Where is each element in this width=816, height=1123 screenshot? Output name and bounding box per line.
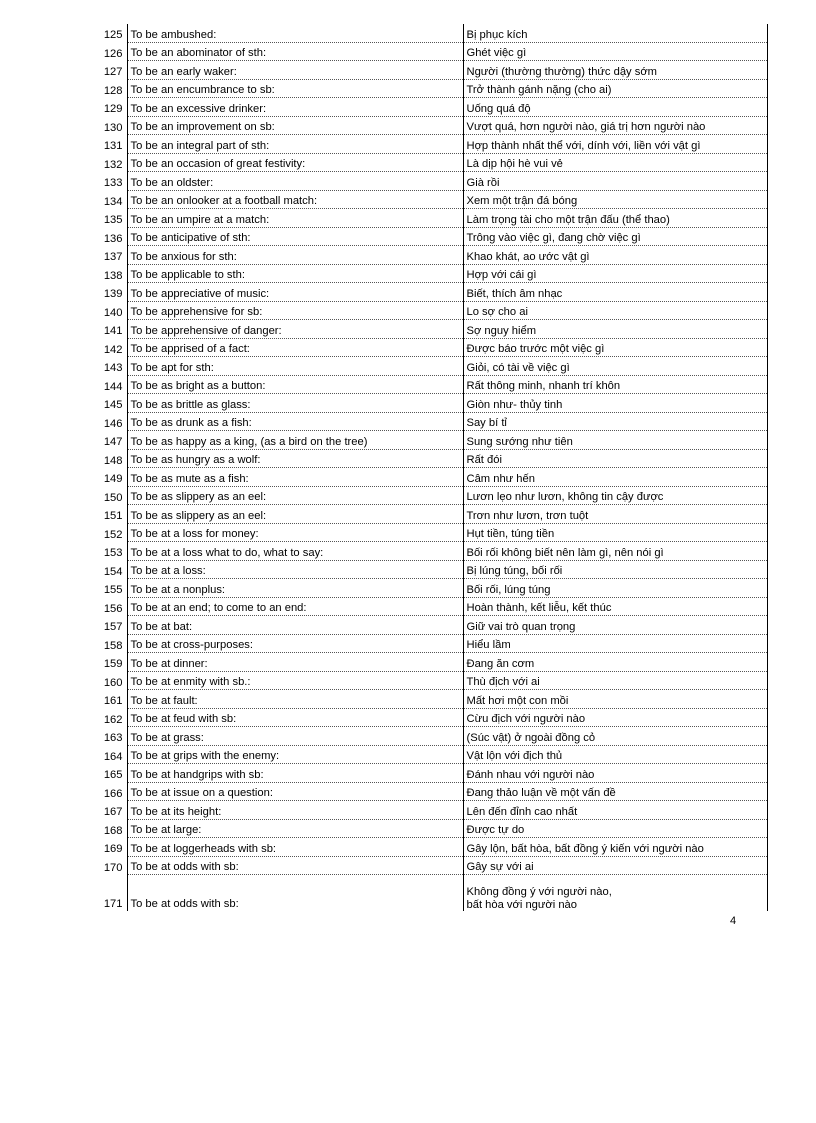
row-number: 125	[90, 24, 127, 42]
table-row	[90, 856, 767, 875]
vietnamese-translation: Hiểu lầm	[463, 634, 767, 653]
english-phrase: To be anticipative of sth:	[127, 227, 463, 246]
row-number: 137	[90, 246, 127, 265]
vietnamese-translation: Lo sợ cho ai	[463, 301, 767, 320]
table-row	[90, 24, 767, 42]
vietnamese-translation: Ghét việc gì	[463, 42, 767, 61]
vocabulary-table-body	[90, 24, 767, 911]
row-number: 126	[90, 42, 127, 61]
english-phrase: To be at enmity with sb.:	[127, 671, 463, 690]
english-phrase: To be an occasion of great festivity:	[127, 153, 463, 172]
table-row	[90, 801, 767, 820]
table-row	[90, 579, 767, 598]
vietnamese-translation: Lên đến đỉnh cao nhất	[463, 801, 767, 820]
table-row	[90, 690, 767, 709]
row-number: 160	[90, 671, 127, 690]
english-phrase: To be as hungry as a wolf:	[127, 449, 463, 468]
table-row	[90, 819, 767, 838]
row-number: 141	[90, 320, 127, 339]
vietnamese-translation: Sung sướng như tiên	[463, 431, 767, 450]
english-phrase: To be an early waker:	[127, 61, 463, 80]
table-row	[90, 505, 767, 524]
table-row	[90, 338, 767, 357]
table-row	[90, 616, 767, 635]
english-phrase: To be appreciative of music:	[127, 283, 463, 302]
english-phrase: To be as slippery as an eel:	[127, 505, 463, 524]
english-phrase: To be an umpire at a match:	[127, 209, 463, 228]
row-number: 133	[90, 172, 127, 191]
vietnamese-translation: Câm như hến	[463, 468, 767, 487]
vietnamese-translation: Người (thường thường) thức dậy sớm	[463, 61, 767, 80]
vietnamese-translation: Vượt quá, hơn người nào, giá trị hơn người nào	[463, 116, 767, 135]
english-phrase: To be at an end; to come to an end:	[127, 597, 463, 616]
table-row	[90, 486, 767, 505]
english-phrase: To be an abominator of sth:	[127, 42, 463, 61]
english-phrase: To be at large:	[127, 819, 463, 838]
table-row	[90, 782, 767, 801]
english-phrase: To be at handgrips with sb:	[127, 764, 463, 783]
english-phrase: To be apt for sth:	[127, 357, 463, 376]
row-number: 146	[90, 412, 127, 431]
vietnamese-translation: Được báo trước một việc gì	[463, 338, 767, 357]
row-number: 169	[90, 838, 127, 857]
english-phrase: To be at bat:	[127, 616, 463, 635]
table-row	[90, 727, 767, 746]
row-number: 132	[90, 153, 127, 172]
table-row	[90, 246, 767, 265]
vietnamese-translation: Khao khát, ao ước vật gì	[463, 246, 767, 265]
english-phrase: To be apprehensive for sb:	[127, 301, 463, 320]
table-row	[90, 301, 767, 320]
vietnamese-translation: Lươn lẹo như lươn, không tin cậy được	[463, 486, 767, 505]
english-phrase: To be as mute as a fish:	[127, 468, 463, 487]
row-number: 135	[90, 209, 127, 228]
row-number: 161	[90, 690, 127, 709]
row-number: 142	[90, 338, 127, 357]
row-number: 155	[90, 579, 127, 598]
table-row	[90, 209, 767, 228]
vietnamese-translation: Trở thành gánh nặng (cho ai)	[463, 79, 767, 98]
vietnamese-translation: Trông vào việc gì, đang chờ việc gì	[463, 227, 767, 246]
english-phrase: To be at a loss what to do, what to say:	[127, 542, 463, 561]
vietnamese-translation: Giòn như- thủy tinh	[463, 394, 767, 413]
row-number: 166	[90, 782, 127, 801]
english-phrase: To be as drunk as a fish:	[127, 412, 463, 431]
row-number: 164	[90, 745, 127, 764]
table-row-171	[90, 875, 767, 912]
row-number: 154	[90, 560, 127, 579]
table-row	[90, 98, 767, 117]
vietnamese-translation: Rất thông minh, nhanh trí khôn	[463, 375, 767, 394]
row-number: 168	[90, 819, 127, 838]
english-phrase: To be as happy as a king, (as a bird on the tree)	[127, 431, 463, 450]
table-row	[90, 375, 767, 394]
table-row	[90, 745, 767, 764]
vietnamese-translation: Vật lộn với địch thủ	[463, 745, 767, 764]
vocabulary-table	[90, 24, 768, 911]
row-number: 157	[90, 616, 127, 635]
row-number: 130	[90, 116, 127, 135]
vietnamese-translation: Gây lộn, bất hòa, bất đồng ý kiến với người nào	[463, 838, 767, 857]
row-number: 153	[90, 542, 127, 561]
english-phrase: To be at grass:	[127, 727, 463, 746]
vietnamese-translation: Hụt tiền, túng tiền	[463, 523, 767, 542]
table-row	[90, 394, 767, 413]
table-row	[90, 412, 767, 431]
vietnamese-translation: Đang ăn cơm	[463, 653, 767, 672]
table-row	[90, 42, 767, 61]
table-row	[90, 153, 767, 172]
table-row	[90, 597, 767, 616]
vietnamese-translation: (Súc vật) ở ngoài đồng cỏ	[463, 727, 767, 746]
row-number: 127	[90, 61, 127, 80]
english-phrase: To be anxious for sth:	[127, 246, 463, 265]
table-row	[90, 61, 767, 80]
row-number: 159	[90, 653, 127, 672]
table-row	[90, 190, 767, 209]
vietnamese-translation: Rất đói	[463, 449, 767, 468]
table-row	[90, 79, 767, 98]
english-phrase: To be at loggerheads with sb:	[127, 838, 463, 857]
row-number: 136	[90, 227, 127, 246]
row-number: 145	[90, 394, 127, 413]
table-row	[90, 357, 767, 376]
row-number: 129	[90, 98, 127, 117]
row-number: 147	[90, 431, 127, 450]
vietnamese-translation: Mất hơi một con mồi	[463, 690, 767, 709]
row-number: 131	[90, 135, 127, 154]
row-number: 170	[90, 856, 127, 875]
english-phrase: To be at fault:	[127, 690, 463, 709]
table-row	[90, 634, 767, 653]
table-row	[90, 264, 767, 283]
translation-line-2: bất hòa với người nào	[466, 898, 577, 911]
vietnamese-translation: Già rồi	[463, 172, 767, 191]
table-row	[90, 449, 767, 468]
english-phrase: To be an encumbrance to sb:	[127, 79, 463, 98]
vietnamese-translation: Hợp với cái gì	[463, 264, 767, 283]
table-row	[90, 708, 767, 727]
row-number: 149	[90, 468, 127, 487]
english-phrase: To be at odds with sb:	[127, 875, 463, 912]
row-number: 151	[90, 505, 127, 524]
page-number: 4	[730, 915, 737, 927]
table-row	[90, 542, 767, 561]
vietnamese-translation: Sợ nguy hiểm	[463, 320, 767, 339]
table-row	[90, 764, 767, 783]
translation-line-1: Không đồng ý với người nào,	[466, 886, 612, 898]
vietnamese-translation: Bối rối, lúng túng	[463, 579, 767, 598]
vietnamese-translation	[463, 875, 767, 912]
row-number: 162	[90, 708, 127, 727]
vietnamese-translation: Giữ vai trò quan trọng	[463, 616, 767, 635]
row-number: 140	[90, 301, 127, 320]
english-phrase: To be at odds with sb:	[127, 856, 463, 875]
vietnamese-translation: Bị phục kích	[463, 24, 767, 42]
english-phrase: To be an onlooker at a football match:	[127, 190, 463, 209]
table-row	[90, 468, 767, 487]
row-number: 128	[90, 79, 127, 98]
row-number: 158	[90, 634, 127, 653]
row-number: 165	[90, 764, 127, 783]
vietnamese-translation: Gây sự với ai	[463, 856, 767, 875]
english-phrase: To be at dinner:	[127, 653, 463, 672]
vietnamese-translation: Hoàn thành, kết liễu, kết thúc	[463, 597, 767, 616]
english-phrase: To be at feud with sb:	[127, 708, 463, 727]
english-phrase: To be at issue on a question:	[127, 782, 463, 801]
row-number: 148	[90, 449, 127, 468]
english-phrase: To be as slippery as an eel:	[127, 486, 463, 505]
table-row	[90, 283, 767, 302]
vietnamese-translation: Thù địch với ai	[463, 671, 767, 690]
vietnamese-translation: Bị lúng túng, bối rối	[463, 560, 767, 579]
table-row	[90, 320, 767, 339]
english-phrase: To be at grips with the enemy:	[127, 745, 463, 764]
table-row	[90, 523, 767, 542]
table-row	[90, 838, 767, 857]
vietnamese-translation: Làm trọng tài cho một trận đấu (thể thao)	[463, 209, 767, 228]
english-phrase: To be an integral part of sth:	[127, 135, 463, 154]
row-number: 138	[90, 264, 127, 283]
english-phrase: To be at its height:	[127, 801, 463, 820]
vietnamese-translation: Đánh nhau với người nào	[463, 764, 767, 783]
english-phrase: To be at a nonplus:	[127, 579, 463, 598]
english-phrase: To be at a loss:	[127, 560, 463, 579]
english-phrase: To be an excessive drinker:	[127, 98, 463, 117]
english-phrase: To be an improvement on sb:	[127, 116, 463, 135]
vietnamese-translation: Cừu địch với người nào	[463, 708, 767, 727]
vietnamese-translation: Được tự do	[463, 819, 767, 838]
table-row	[90, 560, 767, 579]
row-number: 152	[90, 523, 127, 542]
row-number: 143	[90, 357, 127, 376]
row-number: 167	[90, 801, 127, 820]
row-number: 134	[90, 190, 127, 209]
table-row	[90, 135, 767, 154]
english-phrase: To be as bright as a button:	[127, 375, 463, 394]
row-number: 163	[90, 727, 127, 746]
english-phrase: To be at a loss for money:	[127, 523, 463, 542]
table-row	[90, 431, 767, 450]
table-row	[90, 227, 767, 246]
table-row	[90, 671, 767, 690]
row-number: 150	[90, 486, 127, 505]
row-number: 144	[90, 375, 127, 394]
english-phrase: To be apprised of a fact:	[127, 338, 463, 357]
english-phrase: To be as brittle as glass:	[127, 394, 463, 413]
table-row	[90, 116, 767, 135]
row-number: 156	[90, 597, 127, 616]
vietnamese-translation: Uống quá độ	[463, 98, 767, 117]
table-row	[90, 653, 767, 672]
english-phrase: To be apprehensive of danger:	[127, 320, 463, 339]
english-phrase: To be an oldster:	[127, 172, 463, 191]
vietnamese-translation: Biết, thích âm nhạc	[463, 283, 767, 302]
vietnamese-translation: Trơn như lươn, trơn tuột	[463, 505, 767, 524]
vietnamese-translation: Bối rối không biết nên làm gì, nên nói gì	[463, 542, 767, 561]
vietnamese-translation: Say bí tỉ	[463, 412, 767, 431]
vietnamese-translation: Hợp thành nhất thể với, dính với, liền với vật gì	[463, 135, 767, 154]
english-phrase: To be ambushed:	[127, 24, 463, 42]
row-number: 139	[90, 283, 127, 302]
row-number: 171	[90, 875, 127, 912]
english-phrase: To be applicable to sth:	[127, 264, 463, 283]
vietnamese-translation: Là dịp hội hè vui vẻ	[463, 153, 767, 172]
vietnamese-translation: Giỏi, có tài về việc gì	[463, 357, 767, 376]
vietnamese-translation: Xem một trận đá bóng	[463, 190, 767, 209]
table-row	[90, 172, 767, 191]
vietnamese-translation: Đang thảo luận về một vấn đề	[463, 782, 767, 801]
english-phrase: To be at cross-purposes:	[127, 634, 463, 653]
